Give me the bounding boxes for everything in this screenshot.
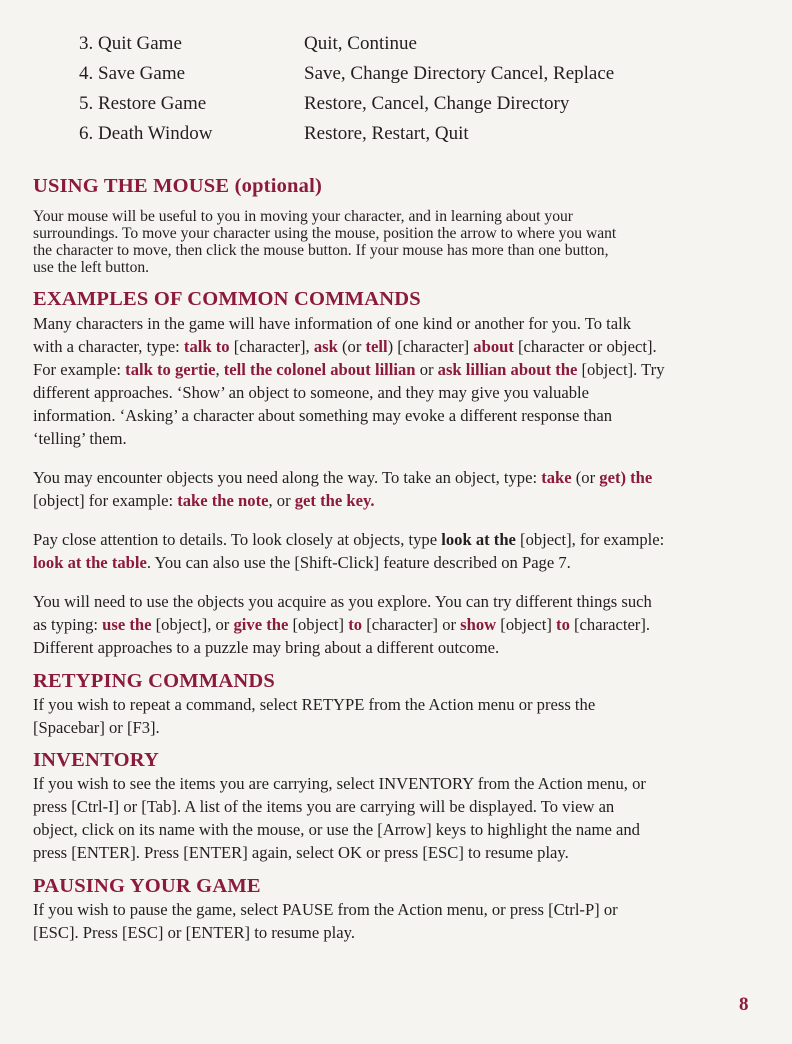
paragraph-look [33, 528, 753, 574]
dialog-options: Save, Change Directory Cancel, Replace [304, 63, 615, 84]
paragraph-talk [33, 312, 753, 450]
section-retyping [33, 669, 753, 739]
command-keyword: get the key. [294, 491, 375, 510]
command-keyword: take [541, 468, 572, 487]
text-run: or [415, 360, 438, 379]
text-line: If you wish to pause the game, select PAUSE from the Action menu, or press [Ctrl-P] or [33, 900, 618, 919]
section-pausing [33, 874, 753, 944]
text-run: different approaches. ‘Show’ an object to someone, and they may give you valuable [33, 383, 590, 402]
dialog-row-death [79, 119, 719, 149]
command-keyword: talk to gertie [125, 360, 216, 379]
text-run: [object], or [151, 615, 234, 634]
command-keyword: use the [102, 615, 152, 634]
text-run: with a character, type: [33, 337, 184, 356]
text-line: object, click on its name with the mouse, or use the [Arrow] keys to highlight the name and [33, 820, 640, 839]
command-keyword: show [460, 615, 497, 634]
text-run: [object] [496, 615, 557, 634]
command-keyword: talk to [183, 337, 230, 356]
dialog-options-list [79, 29, 719, 149]
text-line: use the left button. [33, 259, 150, 276]
command-keyword: look at the [441, 530, 516, 549]
text-line: If you wish to see the items you are carrying, select INVENTORY from the Action menu, or [33, 774, 646, 793]
command-keyword: to [556, 615, 570, 634]
text-run: , [215, 360, 224, 379]
section-examples [33, 287, 753, 659]
text-run: [object] [288, 615, 349, 634]
text-run: . You can also use the [Shift-Click] feature described on Page 7. [146, 553, 571, 572]
page-number: 8 [739, 994, 749, 1015]
text-run: [object] for example: [33, 491, 178, 510]
text-run: Pay close attention to details. To look closely at objects, type [33, 530, 442, 549]
command-keyword: about [473, 337, 514, 356]
text-run: as typing: [33, 615, 103, 634]
text-line: surroundings. To move your character using the mouse, position the arrow to where you want [33, 225, 617, 242]
text-run: Many characters in the game will have information of one kind or another for you. To talk [33, 314, 632, 333]
section-heading: USING THE MOUSE (optional) [33, 175, 323, 197]
command-keyword: tell [365, 337, 388, 356]
text-run: [character or object]. [513, 337, 657, 356]
text-run: [character], [229, 337, 314, 356]
text-run: [object], for example: [515, 530, 665, 549]
text-run: You may encounter objects you need along the way. To take an object, type: [33, 468, 542, 487]
command-keyword: get) [599, 468, 626, 487]
command-keyword: to [348, 615, 363, 634]
text-run: For example: [33, 360, 126, 379]
command-keyword: ask [313, 337, 338, 356]
dialog-options: Restore, Cancel, Change Directory [304, 93, 570, 114]
command-keyword: ask lillian about the [437, 360, 578, 379]
section-inventory [33, 748, 753, 864]
dialog-row-restore [79, 89, 719, 119]
section-body [33, 693, 753, 739]
text-run: ) [character] [387, 337, 474, 356]
section-heading: INVENTORY [33, 749, 160, 771]
command-keyword: look at the table [33, 553, 147, 572]
command-keyword: tell the colonel about lillian [223, 360, 416, 379]
section-heading: PAUSING YOUR GAME [33, 875, 261, 897]
text-line: [ESC]. Press [ESC] or [ENTER] to resume play. [33, 923, 355, 942]
section-mouse [33, 174, 753, 276]
text-line: press [ENTER]. Press [ENTER] again, select OK or press [ESC] to resume play. [33, 843, 569, 862]
text-line: Your mouse will be useful to you in moving your character, and in learning about your [33, 208, 574, 225]
text-run: ‘telling’ them. [33, 429, 127, 448]
text-run: , or [268, 491, 295, 510]
dialog-name: 3. Quit Game [79, 33, 182, 54]
dialog-options: Restore, Restart, Quit [304, 123, 469, 144]
text-run: information. ‘Asking’ a character about something may evoke a different response than [33, 406, 613, 425]
section-body [33, 898, 753, 944]
section-heading: RETYPING COMMANDS [33, 670, 275, 692]
paragraph-take [33, 466, 753, 512]
dialog-name: 4. Save Game [79, 63, 186, 84]
command-keyword: take the note [177, 491, 269, 510]
manual-content [33, 174, 753, 944]
text-run: [character]. [569, 615, 651, 634]
command-keyword: the [630, 468, 653, 487]
text-line: [Spacebar] or [F3]. [33, 718, 160, 737]
section-body [33, 772, 753, 864]
dialog-row-save [79, 59, 719, 89]
text-run: (or [337, 337, 366, 356]
text-line: the character to move, then click the mouse button. If your mouse has more than one button, [33, 242, 609, 259]
section-heading: EXAMPLES OF COMMON COMMANDS [33, 288, 421, 310]
dialog-name: 5. Restore Game [79, 93, 207, 114]
text-run: [character] or [362, 615, 461, 634]
section-body [33, 208, 753, 276]
text-line: If you wish to repeat a command, select RETYPE from the Action menu or press the [33, 695, 596, 714]
text-run: You will need to use the objects you acquire as you explore. You can try different things such [33, 592, 652, 611]
dialog-row-quit [79, 29, 719, 59]
paragraph-use [33, 590, 753, 659]
text-line: press [Ctrl-I] or [Tab]. A list of the items you are carrying will be displayed. To view an [33, 797, 615, 816]
dialog-options: Quit, Continue [304, 33, 417, 54]
command-keyword: give the [233, 615, 289, 634]
text-run: Different approaches to a puzzle may bring about a different outcome. [33, 638, 500, 657]
text-run: (or [571, 468, 600, 487]
dialog-name: 6. Death Window [79, 123, 213, 144]
text-run: [object]. Try [577, 360, 665, 379]
